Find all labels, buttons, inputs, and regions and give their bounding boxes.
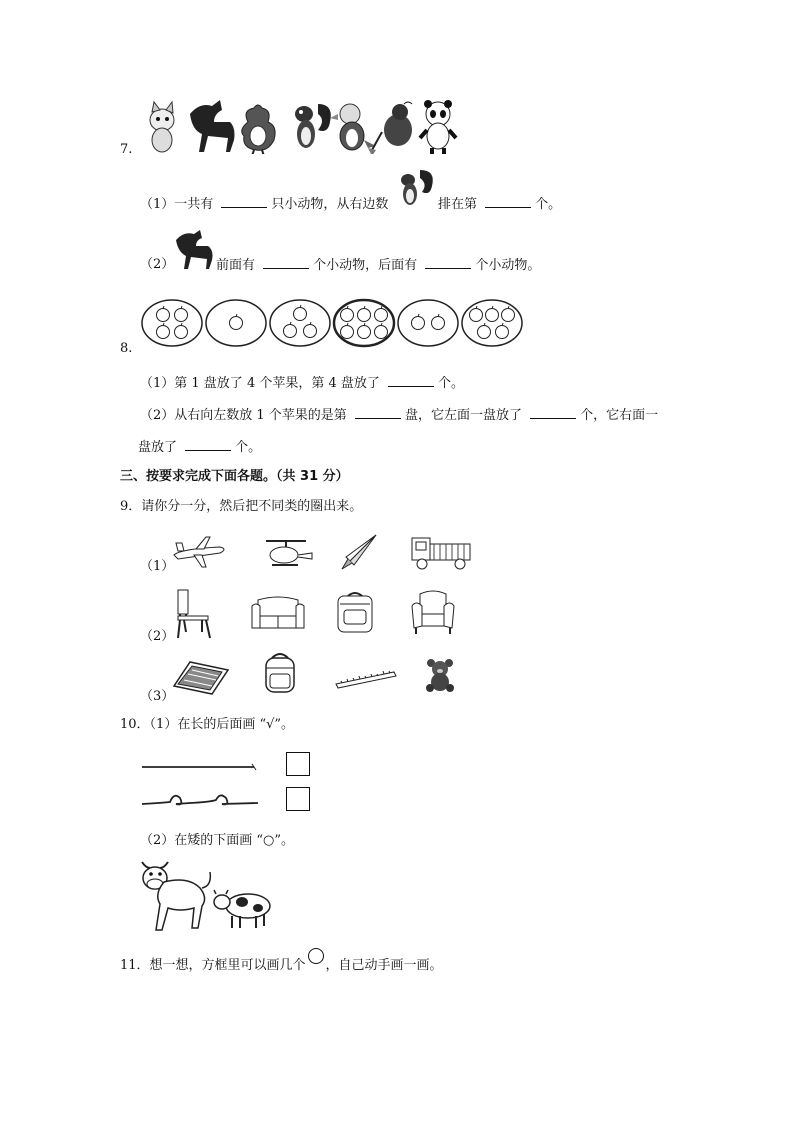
answer-blank[interactable] bbox=[530, 406, 576, 419]
q7-animal-row bbox=[140, 98, 460, 154]
sofa-icon[interactable] bbox=[250, 594, 306, 634]
answer-blank[interactable] bbox=[221, 195, 267, 208]
q7-sub2-post: 个小动物。 bbox=[475, 258, 541, 273]
horse-icon bbox=[172, 230, 216, 270]
answer-blank[interactable] bbox=[263, 256, 309, 269]
q9-title: 9．请你分一分，然后把不同类的圈出来。 bbox=[120, 499, 363, 514]
apple-icon bbox=[412, 317, 425, 330]
q10-title: 10．（1）在长的后面画 “√”。 bbox=[120, 717, 295, 732]
q10-sub2: （2）在矮的下面画 “○”。 bbox=[140, 833, 295, 848]
q8-sub1-post: 个。 bbox=[438, 376, 465, 391]
chair-icon[interactable] bbox=[172, 588, 214, 640]
answer-blank[interactable] bbox=[185, 438, 231, 451]
apple-icon bbox=[304, 325, 317, 338]
q7-sub1-rest bbox=[438, 195, 561, 214]
apple-plate bbox=[334, 300, 394, 346]
answer-box-2[interactable] bbox=[286, 787, 310, 811]
apple-icon bbox=[358, 309, 371, 322]
apple-icon bbox=[157, 326, 170, 339]
q11 bbox=[120, 954, 443, 975]
apple-icon bbox=[341, 309, 354, 322]
duck-icon bbox=[330, 104, 376, 150]
q9-row2-label: （2） bbox=[140, 629, 175, 644]
answer-blank[interactable] bbox=[388, 374, 434, 387]
apple-icon bbox=[294, 308, 307, 321]
q7-sub1-mid2: 排在第 bbox=[438, 197, 478, 212]
apple-icon bbox=[175, 326, 188, 339]
apple-icon bbox=[478, 326, 491, 339]
airplane-icon[interactable] bbox=[172, 535, 228, 569]
curly-line bbox=[140, 788, 260, 814]
q7-sub2-mid: 前面有 bbox=[216, 258, 256, 273]
answer-box-1[interactable] bbox=[286, 752, 310, 776]
rooster-icon bbox=[242, 105, 275, 154]
apple-plate bbox=[206, 300, 266, 346]
tall-cow-icon bbox=[138, 858, 214, 934]
apple-icon bbox=[496, 326, 509, 339]
squirrel-icon bbox=[295, 104, 331, 148]
q7-sub1-mid: 只小动物，从右边数 bbox=[271, 197, 389, 212]
q7-number: 7. bbox=[120, 142, 133, 157]
apple-icon bbox=[470, 309, 483, 322]
q7-sub2-mid2: 个小动物，后面有 bbox=[313, 258, 418, 273]
panda-icon bbox=[420, 100, 456, 154]
cat-icon bbox=[150, 102, 174, 152]
q8-sub1 bbox=[140, 374, 464, 393]
ruler-icon[interactable] bbox=[334, 668, 398, 690]
apple-plate bbox=[142, 300, 202, 346]
apple-icon bbox=[157, 309, 170, 322]
circle-icon bbox=[308, 948, 324, 964]
answer-blank[interactable] bbox=[425, 256, 471, 269]
q9-row1-label: （1） bbox=[140, 559, 175, 574]
bird-icon bbox=[368, 102, 412, 154]
apple-plates bbox=[140, 296, 530, 350]
q7-sub2 bbox=[216, 256, 540, 275]
q7-sub2-pre: （2） bbox=[140, 257, 175, 272]
rocket-icon[interactable] bbox=[340, 533, 380, 571]
apple-icon bbox=[375, 309, 388, 322]
helicopter-icon[interactable] bbox=[258, 537, 314, 571]
schoolbag-icon[interactable] bbox=[262, 650, 298, 696]
apple-icon bbox=[502, 309, 515, 322]
teddy-bear-icon[interactable] bbox=[424, 658, 456, 692]
apple-icon bbox=[175, 309, 188, 322]
q7-sub1-pre: （1）一共有 bbox=[140, 197, 214, 212]
q11-pre: 11．想一想，方框里可以画几个 bbox=[120, 958, 306, 973]
straight-line bbox=[140, 760, 260, 774]
backpack-icon[interactable] bbox=[334, 590, 376, 636]
truck-icon[interactable] bbox=[410, 530, 472, 572]
apple-icon bbox=[358, 326, 371, 339]
apple-icon bbox=[284, 325, 297, 338]
section-3-title: 三、按要求完成下面各题。（共 31 分） bbox=[120, 469, 349, 484]
short-cow-icon bbox=[212, 886, 274, 930]
q8-sub1-text: （1）第 1 盘放了 4 个苹果，第 4 盘放了 bbox=[140, 376, 380, 391]
q8-sub2b-pre: 盘放了 bbox=[138, 440, 178, 455]
q9-row3-label: （3） bbox=[140, 689, 175, 704]
q8-sub2b bbox=[138, 438, 261, 457]
q7-sub1-post: 个。 bbox=[535, 197, 562, 212]
apple-plate bbox=[270, 300, 330, 346]
armchair-icon[interactable] bbox=[410, 588, 456, 636]
q11-post: ，自己动手画一画。 bbox=[325, 958, 443, 973]
squirrel-icon bbox=[396, 168, 436, 208]
apple-icon bbox=[486, 309, 499, 322]
pencil-case-icon[interactable] bbox=[172, 656, 230, 698]
q7-sub1 bbox=[140, 195, 388, 214]
q8-sub2b-post: 个。 bbox=[235, 440, 262, 455]
apple-icon bbox=[341, 326, 354, 339]
apple-icon bbox=[432, 317, 445, 330]
answer-blank[interactable] bbox=[355, 406, 401, 419]
q8-sub2-post: 个，它右面一 bbox=[580, 408, 659, 423]
answer-blank[interactable] bbox=[485, 195, 531, 208]
q8-sub2-pre: （2）从右向左数放 1 个苹果的是第 bbox=[140, 408, 347, 423]
apple-plate bbox=[462, 300, 522, 346]
apple-plate bbox=[398, 300, 458, 346]
q8-sub2-mid: 盘，它左面一盘放了 bbox=[404, 408, 522, 423]
apple-icon bbox=[375, 326, 388, 339]
horse-icon bbox=[190, 100, 235, 152]
q8-number: 8. bbox=[120, 341, 133, 356]
q8-sub2 bbox=[140, 406, 658, 425]
apple-icon bbox=[230, 317, 243, 330]
